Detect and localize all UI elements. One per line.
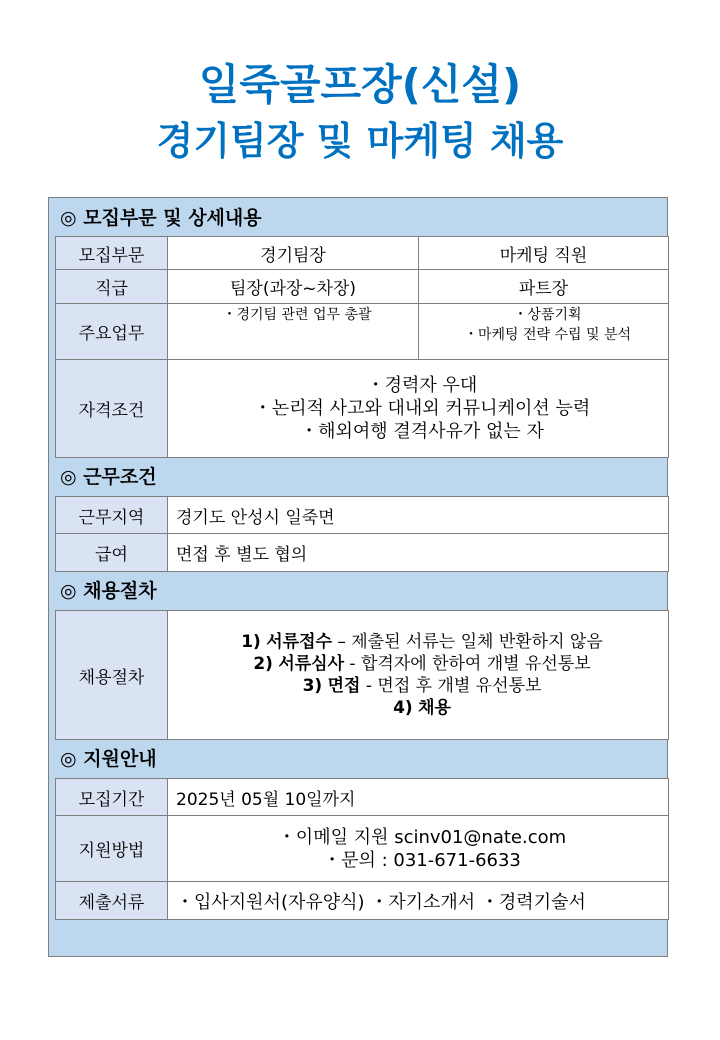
step-desc: 면접 후 개별 유선통보 bbox=[377, 676, 542, 696]
row-rank bbox=[55, 269, 669, 304]
method-lines bbox=[167, 815, 669, 882]
qualifications-label: 자격조건 bbox=[55, 359, 168, 458]
step-name: 서류심사 bbox=[278, 654, 345, 674]
section-header-conditions: ◎ 근무조건 bbox=[60, 466, 157, 488]
step-name: 서류접수 bbox=[266, 632, 332, 652]
row-period bbox=[55, 778, 669, 816]
step-sep: - bbox=[344, 654, 361, 674]
documents-value: ・입사지원서(자유양식) ・자기소개서 ・경력기술서 bbox=[167, 881, 669, 920]
step-desc: 합격자에 한하여 개별 유선통보 bbox=[360, 654, 591, 674]
row-method bbox=[55, 815, 669, 882]
section-header-process: ◎ 채용절차 bbox=[60, 580, 157, 602]
rank-col1: 팀장(과장~차장) bbox=[167, 269, 419, 304]
duties-col2-item: ・마케팅 전략 수립 및 분석 bbox=[463, 327, 632, 343]
row-qualifications bbox=[55, 359, 669, 458]
step-name: 면접 bbox=[327, 676, 361, 696]
location-label: 근무지역 bbox=[55, 496, 168, 534]
qualification-item: ・해외여행 결격사유가 없는 자 bbox=[300, 421, 544, 442]
section-header-recruit: ◎ 모집부문 및 상세내용 bbox=[60, 207, 262, 229]
step-num: 2) bbox=[253, 654, 273, 674]
division-col1: 경기팀장 bbox=[167, 236, 419, 270]
rank-col2: 파트장 bbox=[418, 269, 669, 304]
apply-phone-line: ・문의 : 031-671-6633 bbox=[323, 849, 521, 871]
process-step bbox=[393, 697, 451, 719]
rank-label: 직급 bbox=[55, 269, 168, 304]
qualification-item: ・논리적 사고와 대내외 커뮤니케이션 능력 bbox=[253, 398, 591, 419]
section-header-apply: ◎ 지원안내 bbox=[60, 748, 157, 770]
step-num: 4) bbox=[393, 698, 413, 718]
row-salary bbox=[55, 533, 669, 572]
title-line-1: 일죽골프장(신설) bbox=[198, 60, 522, 109]
apply-email-line: ・이메일 지원 scinv01@nate.com bbox=[277, 826, 567, 848]
process-step bbox=[253, 653, 590, 675]
division-col2: 마케팅 직원 bbox=[418, 236, 669, 270]
qualification-item: ・경력자 우대 bbox=[366, 375, 478, 396]
process-step bbox=[241, 631, 603, 653]
duties-col1-item: ・경기팀 관련 업무 총괄 bbox=[222, 307, 372, 323]
documents-label: 제출서류 bbox=[55, 881, 168, 920]
process-step bbox=[303, 675, 542, 697]
title-line-2: 경기팀장 및 마케팅 채용 bbox=[156, 119, 564, 163]
duties-col2 bbox=[418, 303, 669, 360]
step-sep: – bbox=[331, 632, 352, 652]
duties-label: 주요업무 bbox=[55, 303, 168, 360]
row-division bbox=[55, 236, 669, 270]
location-value: 경기도 안성시 일죽면 bbox=[167, 496, 669, 534]
row-duties bbox=[55, 303, 669, 360]
process-steps bbox=[167, 610, 669, 740]
method-label: 지원방법 bbox=[55, 815, 168, 882]
duties-col2-item: ・상품기획 bbox=[513, 307, 582, 323]
step-name: 채용 bbox=[418, 698, 451, 718]
duties-col1 bbox=[167, 303, 419, 360]
division-label: 모집부문 bbox=[55, 236, 168, 270]
step-desc: 제출된 서류는 일체 반환하지 않음 bbox=[351, 632, 603, 652]
process-label: 채용절차 bbox=[55, 610, 168, 740]
step-num: 1) bbox=[241, 632, 261, 652]
period-value: 2025년 05월 10일까지 bbox=[167, 778, 669, 816]
qualifications-list bbox=[167, 359, 669, 458]
salary-value: 면접 후 별도 협의 bbox=[167, 533, 669, 572]
row-process bbox=[55, 610, 669, 740]
step-num: 3) bbox=[302, 676, 323, 696]
step-sep: - bbox=[360, 676, 378, 696]
salary-label: 급여 bbox=[55, 533, 168, 572]
row-location bbox=[55, 496, 669, 534]
period-label: 모집기간 bbox=[55, 778, 168, 816]
row-documents bbox=[55, 881, 669, 920]
